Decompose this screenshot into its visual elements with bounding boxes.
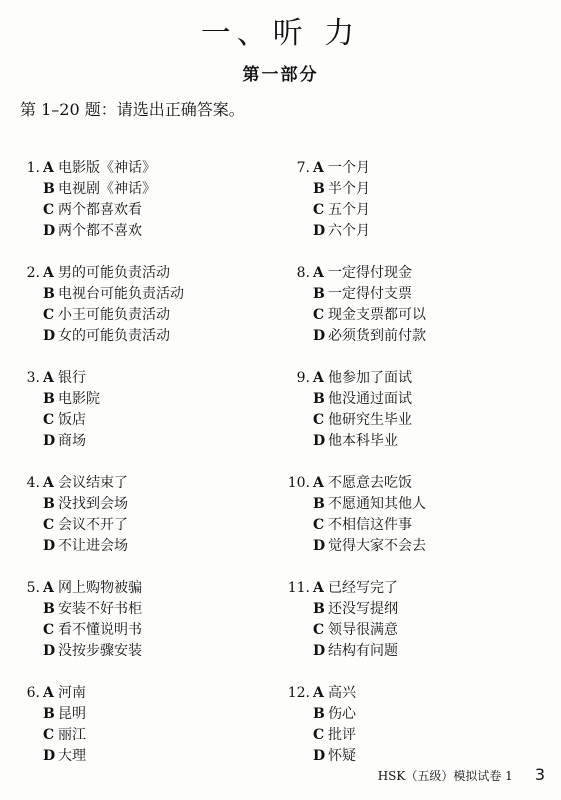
option-text: 半个月	[328, 181, 370, 197]
option-text: 不愿通知其他人	[328, 496, 426, 512]
option-letter: C	[313, 622, 325, 638]
option-text: 银行	[58, 370, 86, 386]
answer-option	[22, 578, 184, 599]
option-text: 五个月	[328, 202, 370, 218]
option-text: 一个月	[328, 160, 370, 176]
option-text: 没按步骤安装	[58, 643, 142, 659]
option-text: 他研究生毕业	[328, 412, 412, 428]
option-text: 昆明	[58, 706, 86, 722]
option-text: 河南	[58, 685, 86, 701]
option-text: 已经写完了	[328, 580, 398, 596]
answer-option	[286, 158, 426, 179]
option-letter: A	[43, 160, 54, 176]
option-text: 一定得付现金	[328, 265, 412, 281]
answer-option	[22, 515, 184, 536]
option-letter: B	[43, 286, 55, 302]
option-letter: A	[313, 580, 324, 596]
answer-option	[22, 305, 184, 326]
answer-option	[22, 200, 184, 221]
question-item	[286, 578, 426, 683]
option-text: 还没写提纲	[328, 601, 398, 617]
footer-title: HSK（五级）模拟试卷 1	[377, 769, 513, 783]
question-number: 11.	[287, 580, 310, 596]
question-item	[22, 368, 184, 473]
question-item	[286, 158, 426, 263]
option-letter: C	[43, 412, 55, 428]
answer-option	[22, 389, 184, 410]
option-text: 他没通过面试	[328, 391, 412, 407]
option-letter: C	[313, 307, 325, 323]
option-text: 领导很满意	[328, 622, 398, 638]
page-footer	[378, 765, 545, 784]
option-text: 一定得付支票	[328, 286, 412, 302]
answer-option	[286, 389, 426, 410]
option-letter: D	[43, 643, 56, 659]
question-number: 3.	[26, 370, 40, 386]
question-number: 4.	[26, 475, 40, 491]
answer-option	[22, 620, 184, 641]
answer-option	[286, 305, 426, 326]
option-letter: D	[313, 433, 326, 449]
option-text: 丽江	[58, 727, 86, 743]
option-letter: B	[43, 601, 55, 617]
answer-option	[286, 494, 426, 515]
answer-option	[22, 641, 184, 662]
option-letter: B	[313, 706, 325, 722]
option-text: 会议不开了	[58, 517, 128, 533]
option-letter: B	[43, 391, 55, 407]
option-letter: B	[43, 181, 55, 197]
answer-option	[286, 473, 426, 494]
answer-option	[286, 599, 426, 620]
question-item	[22, 578, 184, 683]
option-letter: D	[313, 748, 326, 764]
answer-option	[22, 284, 184, 305]
question-item	[22, 683, 184, 788]
question-number: 12.	[287, 685, 310, 701]
answer-option	[22, 431, 184, 452]
answer-option	[22, 599, 184, 620]
answer-option	[286, 284, 426, 305]
instruction-text: 第 1–20 题：请选出正确答案。	[20, 100, 245, 119]
option-letter: D	[313, 643, 326, 659]
page-number: 3	[534, 765, 545, 784]
answer-option	[22, 683, 184, 704]
question-item	[286, 368, 426, 473]
question-item	[286, 263, 426, 368]
answer-option	[286, 431, 426, 452]
answer-option	[22, 368, 184, 389]
option-letter: A	[43, 475, 54, 491]
option-text: 会议结束了	[58, 475, 128, 491]
answer-option	[22, 410, 184, 431]
option-letter: A	[43, 370, 54, 386]
option-text: 不相信这件事	[328, 517, 412, 533]
answer-option	[22, 704, 184, 725]
answer-option	[286, 263, 426, 284]
answer-option	[286, 179, 426, 200]
question-number: 8.	[296, 265, 310, 281]
option-text: 饭店	[58, 412, 86, 428]
answer-option	[22, 473, 184, 494]
option-text: 两个都不喜欢	[58, 223, 142, 239]
option-letter: A	[313, 160, 324, 176]
option-text: 现金支票都可以	[328, 307, 426, 323]
option-text: 怀疑	[328, 748, 356, 764]
option-text: 大理	[58, 748, 86, 764]
answer-option	[286, 200, 426, 221]
option-text: 伤心	[328, 706, 356, 722]
answer-option	[22, 158, 184, 179]
question-number: 10.	[287, 475, 310, 491]
option-text: 男的可能负责活动	[58, 265, 170, 281]
option-text: 他参加了面试	[328, 370, 412, 386]
option-letter: A	[313, 265, 324, 281]
part-title: 第一部分	[242, 65, 319, 85]
option-text: 网上购物被骗	[58, 580, 142, 596]
option-letter: C	[313, 727, 325, 743]
answer-option	[286, 746, 426, 767]
option-letter: D	[43, 433, 56, 449]
option-letter: C	[43, 622, 55, 638]
option-letter: B	[313, 286, 325, 302]
question-number: 9.	[296, 370, 310, 386]
option-letter: A	[43, 580, 54, 596]
option-text: 必须货到前付款	[328, 328, 426, 344]
answer-option	[22, 179, 184, 200]
option-letter: D	[313, 223, 326, 239]
option-letter: B	[43, 706, 55, 722]
question-item	[22, 158, 184, 263]
answer-option	[286, 578, 426, 599]
option-letter: B	[313, 601, 325, 617]
option-text: 电影院	[58, 391, 100, 407]
answer-option	[286, 620, 426, 641]
option-letter: D	[43, 748, 56, 764]
answer-option	[286, 683, 426, 704]
question-number: 1.	[26, 160, 40, 176]
questions-right-column	[286, 158, 426, 788]
option-letter: B	[43, 496, 55, 512]
answer-option	[22, 326, 184, 347]
answer-option	[22, 746, 184, 767]
answer-option	[286, 641, 426, 662]
option-letter: B	[313, 181, 325, 197]
answer-option	[22, 725, 184, 746]
option-letter: C	[313, 517, 325, 533]
answer-option	[22, 536, 184, 557]
answer-option	[286, 410, 426, 431]
option-letter: A	[43, 685, 54, 701]
answer-option	[286, 515, 426, 536]
option-text: 结构有问题	[328, 643, 398, 659]
option-letter: D	[43, 538, 56, 554]
option-letter: D	[313, 538, 326, 554]
question-number: 7.	[296, 160, 310, 176]
option-letter: C	[43, 202, 55, 218]
option-letter: C	[43, 307, 55, 323]
question-number: 6.	[26, 685, 40, 701]
option-text: 不让进会场	[58, 538, 128, 554]
answer-option	[22, 494, 184, 515]
section-title: 一、听 力	[200, 16, 361, 51]
option-letter: C	[313, 202, 325, 218]
option-letter: D	[313, 328, 326, 344]
answer-option	[22, 221, 184, 242]
option-text: 看不懂说明书	[58, 622, 142, 638]
option-text: 两个都喜欢看	[58, 202, 142, 218]
answer-option	[286, 326, 426, 347]
option-letter: A	[43, 265, 54, 281]
option-letter: A	[313, 475, 324, 491]
questions-left-column	[22, 158, 184, 788]
option-text: 小王可能负责活动	[58, 307, 170, 323]
option-letter: A	[313, 370, 324, 386]
option-text: 他本科毕业	[328, 433, 398, 449]
answer-option	[22, 263, 184, 284]
question-item	[22, 263, 184, 368]
option-text: 六个月	[328, 223, 370, 239]
option-text: 不愿意去吃饭	[328, 475, 412, 491]
option-letter: D	[43, 328, 56, 344]
option-text: 电影版《神话》	[58, 160, 156, 176]
answer-option	[286, 704, 426, 725]
question-item	[286, 473, 426, 578]
option-letter: C	[43, 727, 55, 743]
option-letter: C	[43, 517, 55, 533]
option-text: 女的可能负责活动	[58, 328, 170, 344]
option-letter: B	[313, 496, 325, 512]
answer-option	[286, 536, 426, 557]
option-text: 批评	[328, 727, 356, 743]
option-letter: B	[313, 391, 325, 407]
question-item	[22, 473, 184, 578]
option-text: 安装不好书柜	[58, 601, 142, 617]
option-text: 觉得大家不会去	[328, 538, 426, 554]
answer-option	[286, 368, 426, 389]
question-number: 5.	[26, 580, 40, 596]
option-text: 没找到会场	[58, 496, 128, 512]
option-text: 高兴	[328, 685, 356, 701]
option-letter: D	[43, 223, 56, 239]
option-text: 商场	[58, 433, 86, 449]
answer-option	[286, 725, 426, 746]
option-letter: A	[313, 685, 324, 701]
option-text: 电视剧《神话》	[58, 181, 156, 197]
question-number: 2.	[26, 265, 40, 281]
option-text: 电视台可能负责活动	[58, 286, 184, 302]
answer-option	[286, 221, 426, 242]
option-letter: C	[313, 412, 325, 428]
